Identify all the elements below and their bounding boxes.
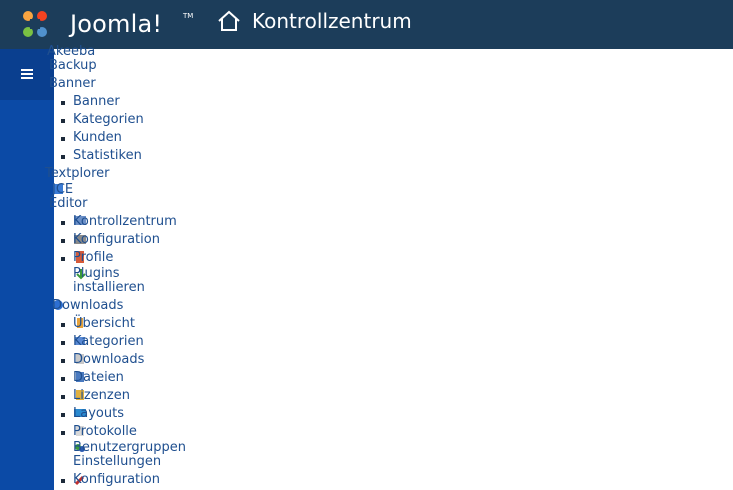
bullet <box>61 119 65 123</box>
bullet <box>61 257 65 261</box>
menu-downloads-item[interactable]: Downloads <box>73 352 145 367</box>
bullet <box>61 413 65 417</box>
menu-banner-item[interactable]: Banner <box>73 94 120 109</box>
bullet <box>61 101 65 105</box>
bullet <box>61 323 65 327</box>
bullet <box>61 221 65 225</box>
bullet <box>61 239 65 243</box>
bullet <box>61 431 65 435</box>
bullet <box>61 359 65 363</box>
menu-downloads-item[interactable]: Lizenzen <box>73 388 130 403</box>
menu-banner[interactable]: Banner <box>49 76 96 91</box>
menu-downloads-item[interactable]: Layouts <box>73 406 124 421</box>
bullet <box>61 395 65 399</box>
bullet <box>61 137 65 141</box>
menu-jce-item[interactable]: installieren <box>73 280 145 295</box>
menu-jce-item[interactable]: Konfiguration <box>73 232 160 247</box>
menu-downloads-item[interactable]: Einstellungen <box>73 454 162 469</box>
bullet <box>61 377 65 381</box>
menu-jce-line2[interactable]: Editor <box>49 196 88 211</box>
bullet <box>61 479 65 483</box>
bullet <box>61 155 65 159</box>
menu-downloads-item[interactable]: Konfiguration <box>73 472 160 487</box>
menu-downloads-item[interactable]: Dateien <box>73 370 124 385</box>
menu-jce-item[interactable]: Profile <box>73 250 114 265</box>
menu-akeeba-line1[interactable]: Akeeba <box>47 44 96 59</box>
menu-downloads-item[interactable]: Kategorien <box>73 334 144 349</box>
page-title: Kontrollzentrum <box>252 9 412 33</box>
menu-downloads-item[interactable]: Übersicht <box>73 316 135 331</box>
menu-banner-item[interactable]: Kategorien <box>73 112 144 127</box>
menu-textplorer[interactable]: Textplorer <box>45 166 110 181</box>
menu-jce-line1[interactable]: JCE <box>52 182 74 197</box>
menu-banner-item[interactable]: Kunden <box>73 130 122 145</box>
menu-jce-item[interactable]: Plugins <box>73 266 120 281</box>
menu-jce-item[interactable]: Kontrollzentrum <box>73 214 177 229</box>
menu-downloads[interactable]: Downloads <box>52 298 124 313</box>
menu-downloads-item[interactable]: Protokolle <box>73 424 137 439</box>
logo-tm: TM <box>183 12 194 20</box>
bullet <box>61 341 65 345</box>
menu-akeeba-line2[interactable]: Backup <box>49 58 97 73</box>
menu-downloads-item[interactable]: Benutzergruppen <box>73 440 187 455</box>
menu-banner-item[interactable]: Statistiken <box>73 148 142 163</box>
logo-text: Joomla! <box>70 10 163 38</box>
